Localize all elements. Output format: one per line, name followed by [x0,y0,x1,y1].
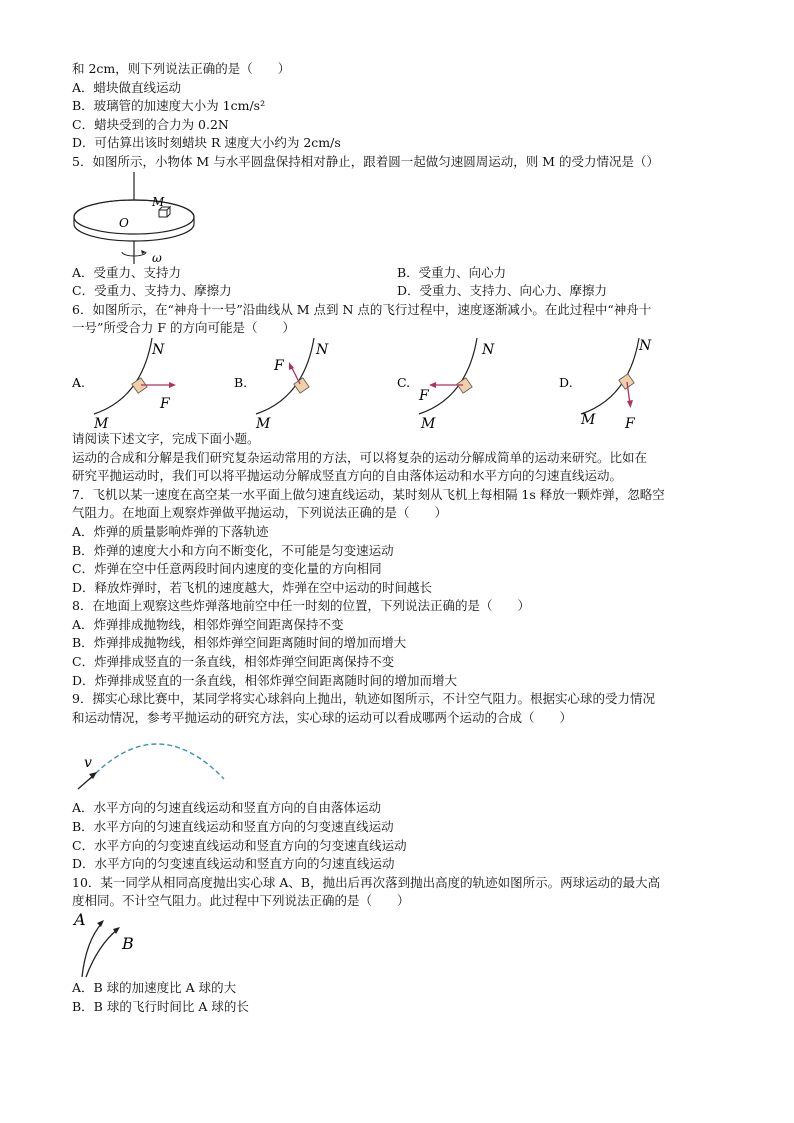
q9-option-c: C．水平方向的匀变速直线运动和竖直方向的匀变速直线运动 [72,837,407,853]
q10-option-a: A．B 球的加速度比 A 球的大 [72,980,237,995]
q7-option-a: A．炸弹的质量影响炸弹的下落轨迹 [72,523,269,539]
label-b: B [122,934,134,953]
passage-line1: 运动的合成和分解是我们研究复杂运动常用的方法，可以将复杂的运动分解成简单的运动来研究。比如在 [72,449,648,465]
label-a: A [74,911,86,929]
q7-option-c: C．炸弹在空中任意两段时间内速度的变化量的方向相同 [72,561,382,577]
label-m: M [256,415,271,430]
q8-option-c: C．炸弹排成竖直的一条直线，相邻炸弹空间距离保持不变 [72,654,395,670]
q8-stem: 8．在地面上观察这些炸弹落地前空中任一时刻的位置，下列说法正确的是（ ） [72,598,530,614]
two-trajectories-diagram [72,911,172,979]
q8-option-a: A．炸弹排成抛物线，相邻炸弹空间距离保持不变 [72,616,344,632]
label-m: M [152,194,165,209]
q10-option-b: B．B 球的飞行时间比 A 球的长 [72,998,249,1014]
q8-option-b: B．炸弹排成抛物线，相邻炸弹空间距离随时间的增加而增大 [72,635,407,651]
q7-option-d: D．释放炸弹时，若飞机的速度越大，炸弹在空中运动的时间越长 [72,579,433,595]
choice-letter: D. [559,374,573,390]
label-v: v [84,755,92,772]
passage-line2: 研究平抛运动时，我们可以将平抛运动分解成竖直方向的自由落体运动和水平方向的匀速直线运动。 [72,468,623,484]
q6-choice-b [234,338,374,430]
q6-stem-line2: 一号”所受合力 F 的方向可能是（ ） [72,320,296,336]
q4-option-a: A．蜡块做直线运动 [72,79,182,95]
q9-stem-line1: 9．掷实心球比赛中，某同学将实心球斜向上抛出，轨迹如图所示，不计空气阻力。根据实心球的受力情况 [72,691,655,707]
q9-option-a: A．水平方向的匀速直线运动和竖直方向的自由落体运动 [72,800,382,816]
q6-stem-line1: 6．如图所示，在“神舟十一号”沿曲线从 M 点到 N 点的飞行过程中，速度逐渐减小。在此过程中“神舟十 [72,301,652,317]
q7-stem-line2: 气阻力。在地面上观察炸弹做平抛运动，下列说法正确的是（ ） [72,505,448,521]
projectile-trajectory-diagram [72,727,242,799]
q5-option-d: D．受重力、支持力、向心力、摩擦力 [397,283,608,299]
label-omega: ω [152,250,162,264]
rotating-disk-diagram [72,172,232,264]
label-f: F [274,357,284,374]
label-n: N [152,341,165,358]
q9-option-d: D．水平方向的匀变速直线运动和竖直方向的匀速直线运动 [72,856,395,872]
q8-option-d: D．炸弹排成竖直的一条直线，相邻炸弹空间距离随时间的增加而增大 [72,672,458,688]
q9-stem-line2: 和运动情况，参考平抛运动的研究方法，实心球的运动可以看成哪两个运动的合成（ ） [72,709,573,725]
q4-option-d: D．可估算出该时刻蜡块 R 速度大小约为 2cm/s [72,135,341,151]
q10-stem-line1: 10．某一同学从相同高度抛出实心球 A、B，抛出后再次落到抛出高度的轨迹如图所示。两球运动的最大高 [72,874,661,890]
label-m: M [94,415,109,430]
q7-option-b: B．炸弹的速度大小和方向不断变化，不可能是匀变速运动 [72,542,394,558]
label-n: N [482,341,495,358]
q4-option-b: B．玻璃管的加速度大小为 1cm/s² [72,98,266,114]
q6-choice-a [72,338,212,430]
q5-option-b: B．受重力、向心力 [397,264,507,280]
label-f: F [419,387,429,404]
q5-option-a: A．受重力、支持力 [72,264,182,280]
q4-option-c: C．蜡块受到的合力为 0.2N [72,116,229,132]
q5-figure [72,172,722,264]
label-o: O [119,215,129,230]
label-m: M [421,415,436,430]
q10-stem-line2: 度相同。不计空气阻力。此过程中下列说法正确的是（ ） [72,893,410,909]
q6-choices [72,338,722,430]
label-f: F [625,415,635,430]
q6-choice-d [559,338,699,430]
label-f: F [160,395,170,412]
exam-page [72,60,722,1016]
choice-letter: C. [397,374,411,390]
choice-letter: A. [72,374,86,390]
q7-stem-line1: 7．飞机以某一速度在高空某一水平面上做匀速直线运动，某时刻从飞机上每相隔 1s 释放一颗炸弹，忽略空 [72,486,665,502]
passage-intro: 请阅读下述文字，完成下面小题。 [72,430,260,446]
choice-letter: B. [234,374,248,390]
q6-choice-c [397,338,537,430]
q10-figure [72,911,722,979]
label-n: N [639,337,652,354]
q4-stem-tail: 和 2cm，则下列说法正确的是（ ） [72,61,291,76]
q9-option-b: B．水平方向的匀速直线运动和竖直方向的匀变速直线运动 [72,819,394,835]
q5-stem: 5．如图所示，小物体 M 与水平圆盘保持相对静止，跟着圆一起做匀速圆周运动，则 M 的受力情况是（） [72,153,659,169]
label-m: M [581,411,596,428]
label-n: N [316,341,329,358]
q5-option-c: C．受重力、支持力、摩擦力 [72,283,232,299]
q9-figure [72,727,722,799]
